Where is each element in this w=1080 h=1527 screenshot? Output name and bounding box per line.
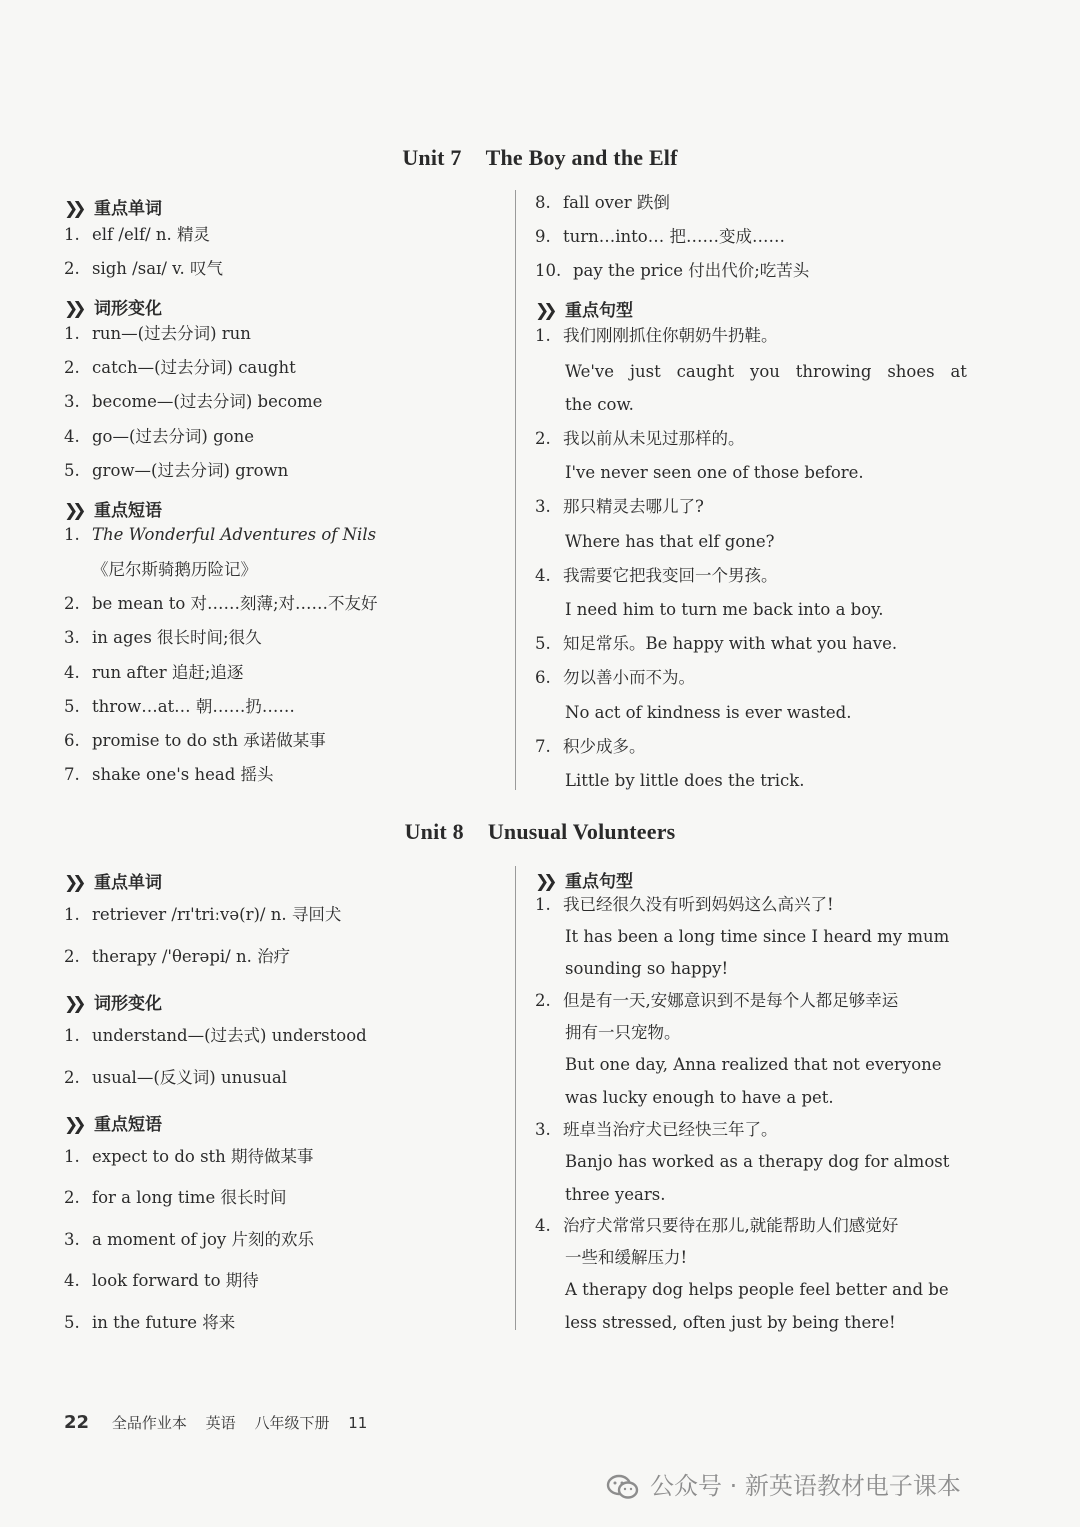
unit7-name: The Boy and the Elf bbox=[485, 145, 678, 170]
unit8-name: Unusual Volunteers bbox=[487, 819, 676, 844]
list-item: 6. promise to do sth 承诺做某事 bbox=[64, 731, 326, 750]
sentence-item: 3. 班卓当治疗犬已经快三年了。 bbox=[535, 1120, 778, 1139]
sentence-item: 3. 那只精灵去哪儿了? bbox=[535, 497, 704, 516]
grade: 八年级下册 bbox=[254, 1414, 330, 1432]
list-item: 3. become—(过去分词) become bbox=[64, 392, 323, 411]
list-item: 4. look forward to 期待 bbox=[64, 1271, 259, 1290]
list-item: 1. expect to do sth 期待做某事 bbox=[64, 1147, 314, 1166]
unit8-title bbox=[0, 819, 1080, 845]
sentence-item: 7. 积少成多。 bbox=[535, 737, 646, 756]
list-item: 5. in the future 将来 bbox=[64, 1313, 236, 1332]
list-item: 2. therapy /'θerəpi/ n. 治疗 bbox=[64, 947, 291, 966]
list-item: 4. run after 追赶;追逐 bbox=[64, 663, 244, 682]
list-item: 《尼尔斯骑鹅历险记》 bbox=[92, 560, 257, 579]
sentence-english: No act of kindness is ever wasted. bbox=[565, 703, 852, 722]
sentence-item: 1. 我们刚刚抓住你朝奶牛扔鞋。 bbox=[535, 326, 778, 345]
watermark: 公众号 · 新英语教材电子课本 bbox=[606, 1466, 961, 1501]
unit7-title bbox=[0, 145, 1080, 171]
list-item: 1. retriever /rɪ'triːvə(r)/ n. 寻回犬 bbox=[64, 905, 342, 924]
list-item: 1. understand—(过去式) understood bbox=[64, 1026, 367, 1045]
list-item: 5. grow—(过去分词) grown bbox=[64, 461, 289, 480]
unit7-section-phrases: ❯❯ 重点短语 bbox=[64, 501, 162, 521]
list-item: 2. be mean to 对……刻薄;对……不友好 bbox=[64, 594, 378, 613]
unit8-number: Unit 8 bbox=[404, 819, 464, 844]
unit7-section-sentences: ❯❯ 重点句型 bbox=[535, 301, 633, 321]
sentence-english: less stressed, often just by being there! bbox=[565, 1313, 896, 1332]
double-chevron-icon: ❯❯ bbox=[64, 1115, 81, 1135]
wechat-icon bbox=[606, 1474, 640, 1500]
sentence-english: three years. bbox=[565, 1185, 666, 1204]
sentence-english: I've never seen one of those before. bbox=[565, 463, 864, 482]
double-chevron-icon: ❯❯ bbox=[64, 299, 81, 319]
sentence-english: A therapy dog helps people feel better and be bbox=[565, 1280, 949, 1299]
list-item: 2. sigh /saɪ/ v. 叹气 bbox=[64, 259, 223, 278]
unit7-section-words: ❯❯ 重点单词 bbox=[64, 199, 162, 219]
double-chevron-icon: ❯❯ bbox=[64, 873, 81, 893]
sentence-item: 2. 但是有一天,安娜意识到不是每个人都足够幸运 bbox=[535, 991, 899, 1010]
sentence-item: 5. 知足常乐。Be happy with what you have. bbox=[535, 634, 898, 653]
double-chevron-icon: ❯❯ bbox=[64, 199, 81, 219]
unit8-section-words: ❯❯ 重点单词 bbox=[64, 873, 162, 893]
unit8-section-sentences: ❯❯ 重点句型 bbox=[535, 872, 633, 892]
list-item: 5. throw…at… 朝……扔…… bbox=[64, 697, 295, 716]
sentence-item: 2. 我以前从未见过那样的。 bbox=[535, 429, 745, 448]
list-item: 9. turn…into… 把……变成…… bbox=[535, 227, 785, 246]
unit7-column-divider bbox=[515, 190, 516, 790]
list-item: 3. in ages 很长时间;很久 bbox=[64, 628, 262, 647]
sentence-chinese: 一些和缓解压力! bbox=[565, 1248, 688, 1267]
page-footer bbox=[64, 1412, 381, 1433]
sentence-item: 6. 勿以善小而不为。 bbox=[535, 668, 695, 687]
sentence-english: Little by little does the trick. bbox=[565, 771, 805, 790]
double-chevron-icon: ❯❯ bbox=[64, 994, 81, 1014]
sentence-english: We've just caught you throwing shoes at bbox=[565, 362, 967, 381]
list-item: 3. a moment of joy 片刻的欢乐 bbox=[64, 1230, 314, 1249]
unit7-number: Unit 7 bbox=[402, 145, 462, 170]
list-item: 2. usual—(反义词) unusual bbox=[64, 1068, 288, 1087]
page-number: 22 bbox=[64, 1412, 90, 1433]
list-item: 1. run—(过去分词) run bbox=[64, 324, 251, 343]
unit8-section-phrases: ❯❯ 重点短语 bbox=[64, 1115, 162, 1135]
sentence-english: Where has that elf gone? bbox=[565, 532, 775, 551]
unit7-section-forms: ❯❯ 词形变化 bbox=[64, 299, 162, 319]
unit8-column-divider bbox=[515, 866, 516, 1330]
sentence-item: 4. 我需要它把我变回一个男孩。 bbox=[535, 566, 778, 585]
double-chevron-icon: ❯❯ bbox=[64, 501, 81, 521]
list-item: 1. elf /elf/ n. 精灵 bbox=[64, 225, 211, 244]
sentence-english: sounding so happy! bbox=[565, 959, 729, 978]
list-item: 1. The Wonderful Adventures of Nils bbox=[64, 525, 377, 544]
list-item: 7. shake one's head 摇头 bbox=[64, 765, 274, 784]
double-chevron-icon: ❯❯ bbox=[535, 301, 552, 321]
list-item: 2. for a long time 很长时间 bbox=[64, 1188, 287, 1207]
unit8-section-forms: ❯❯ 词形变化 bbox=[64, 994, 162, 1014]
code: 11 bbox=[348, 1414, 368, 1432]
sentence-english: Banjo has worked as a therapy dog for almost bbox=[565, 1152, 950, 1171]
sentence-item: 4. 治疗犬常常只要待在那儿,就能帮助人们感觉好 bbox=[535, 1216, 899, 1235]
sentence-english: I need him to turn me back into a boy. bbox=[565, 600, 884, 619]
book-title: 全品作业本 bbox=[111, 1414, 187, 1432]
sentence-english: was lucky enough to have a pet. bbox=[565, 1088, 834, 1107]
list-item: 10. pay the price 付出代价;吃苦头 bbox=[535, 261, 810, 280]
list-item: 2. catch—(过去分词) caught bbox=[64, 358, 296, 377]
sentence-chinese: 拥有一只宠物。 bbox=[565, 1023, 681, 1042]
subject: 英语 bbox=[205, 1414, 236, 1432]
list-item: 4. go—(过去分词) gone bbox=[64, 427, 255, 446]
list-item: 8. fall over 跌倒 bbox=[535, 193, 670, 212]
sentence-item: 1. 我已经很久没有听到妈妈这么高兴了! bbox=[535, 895, 834, 914]
sentence-english: the cow. bbox=[565, 395, 634, 414]
double-chevron-icon: ❯❯ bbox=[535, 872, 552, 892]
sentence-english: But one day, Anna realized that not everyone bbox=[565, 1055, 942, 1074]
sentence-english: It has been a long time since I heard my mum bbox=[565, 927, 950, 946]
